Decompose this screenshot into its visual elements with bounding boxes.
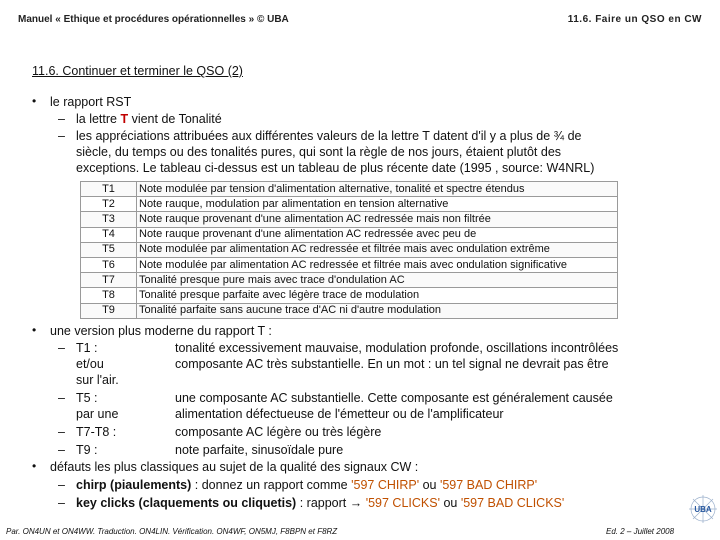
t1-desc-1: tonalité excessivement mauvaise, modulation profonde, oscillations incontrôlées bbox=[175, 341, 619, 355]
t7-t8-label: T7-T8 : bbox=[76, 425, 117, 439]
t1-label-cont2: sur l'air. bbox=[76, 373, 119, 387]
dash: – bbox=[58, 443, 65, 457]
dash: – bbox=[58, 129, 65, 143]
t5-label: T5 : bbox=[76, 391, 98, 405]
tone-table-row bbox=[81, 242, 618, 257]
footer-credits: Par. ON4UN et ON4WW. Traduction. ON4LIN. Vérification. ON4WF, ON5MJ, F8BPN et F8RZ bbox=[6, 527, 338, 536]
tone-table-row bbox=[81, 212, 618, 227]
tone-description-cell: Note rauque provenant d'une alimentation AC redressée avec peu de bbox=[137, 227, 618, 242]
t-letter-line: la lettre T vient de Tonalité bbox=[76, 112, 222, 126]
tone-table-row bbox=[81, 182, 618, 197]
tone-table-row bbox=[81, 273, 618, 288]
dash: – bbox=[58, 391, 65, 405]
t7-t8-desc: composante AC légère ou très légère bbox=[175, 425, 382, 439]
t9-label: T9 : bbox=[76, 443, 98, 457]
rst-heading: le rapport RST bbox=[50, 95, 132, 109]
tone-table-row bbox=[81, 257, 618, 272]
appreciations-line-2: siècle, du temps ou des tonalités pures, qui sont la règle de nos jours, étaient plutôt des bbox=[76, 145, 562, 159]
dash: – bbox=[58, 496, 65, 510]
tone-code-cell: T5 bbox=[81, 242, 137, 257]
uba-logo-icon bbox=[688, 494, 718, 524]
tone-table bbox=[80, 181, 618, 319]
tone-table-row bbox=[81, 197, 618, 212]
footer-edition: Ed. 2 – Juillet 2008 bbox=[606, 527, 675, 536]
tone-table-row bbox=[81, 303, 618, 318]
header-left-title: Manuel « Ethique et procédures opérationnelles » © UBA bbox=[18, 14, 289, 25]
dash: – bbox=[58, 112, 65, 126]
key-clicks-line: key clicks (claquements ou cliquetis) : rapport → '597 CLICKS' ou '597 BAD CLICKS' bbox=[76, 496, 565, 510]
tone-description-cell: Note modulée par alimentation AC redressée et filtrée mais avec ondulation significative bbox=[137, 257, 618, 272]
tone-table-row bbox=[81, 288, 618, 303]
appreciations-line-1: les appréciations attribuées aux différentes valeurs de la lettre T datent d'il y a plus de ¾ de bbox=[76, 129, 582, 143]
tone-description-cell: Note rauque, modulation par alimentation en tension alternative bbox=[137, 197, 618, 212]
dash: – bbox=[58, 478, 65, 492]
tone-code-cell: T1 bbox=[81, 182, 137, 197]
header-right-title: 11.6. Faire un QSO en CW bbox=[567, 14, 702, 25]
t1-label-cont: et/ou bbox=[76, 357, 104, 371]
tone-code-cell: T6 bbox=[81, 257, 137, 272]
slide-title: 11.6. Continuer et terminer le QSO (2) bbox=[32, 64, 243, 78]
tone-code-cell: T9 bbox=[81, 303, 137, 318]
arrow-icon: → bbox=[349, 496, 363, 510]
tone-code-cell: T7 bbox=[81, 273, 137, 288]
bullet-dot: • bbox=[32, 94, 37, 108]
tone-table-row bbox=[81, 227, 618, 242]
tone-description-cell: Tonalité presque pure mais avec trace d'ondulation AC bbox=[137, 273, 618, 288]
tone-description-cell: Note modulée par alimentation AC redressée et filtrée mais avec ondulation extrême bbox=[137, 242, 618, 257]
dash: – bbox=[58, 341, 65, 355]
tone-code-cell: T4 bbox=[81, 227, 137, 242]
tone-description-cell: Tonalité presque parfaite avec légère trace de modulation bbox=[137, 288, 618, 303]
tone-code-cell: T8 bbox=[81, 288, 137, 303]
modern-version-heading: une version plus moderne du rapport T : bbox=[50, 324, 272, 338]
t5-desc-1: une composante AC substantielle. Cette composante est généralement causée bbox=[175, 391, 613, 405]
appreciations-line-3: exceptions. Le tableau ci-dessus est un tableau de plus récente date (1995 , source: W4NRL) bbox=[76, 161, 595, 175]
tone-description-cell: Note modulée par tension d'alimentation alternative, tonalité et spectre étendus bbox=[137, 182, 618, 197]
tone-description-cell: Note rauque provenant d'une alimentation AC redressée mais non filtrée bbox=[137, 212, 618, 227]
dash: – bbox=[58, 425, 65, 439]
chirp-line: chirp (piaulements) : donnez un rapport comme '597 CHIRP' ou '597 BAD CHIRP' bbox=[76, 478, 538, 492]
t1-label: T1 : bbox=[76, 341, 98, 355]
bullet-dot: • bbox=[32, 323, 37, 337]
bullet-dot: • bbox=[32, 459, 37, 473]
t9-desc: note parfaite, sinusoïdale pure bbox=[175, 443, 344, 457]
logo-text: UBA bbox=[694, 505, 712, 514]
tone-code-cell: T3 bbox=[81, 212, 137, 227]
t5-desc-2: alimentation défectueuse de l'émetteur ou de l'amplificateur bbox=[175, 407, 504, 421]
t1-desc-2: composante AC très substantielle. En un mot : un tel signal ne devrait pas être bbox=[175, 357, 609, 371]
tone-code-cell: T2 bbox=[81, 197, 137, 212]
t5-label-cont: par une bbox=[76, 407, 119, 421]
t-letter: T bbox=[120, 112, 129, 126]
defects-heading: défauts les plus classiques au sujet de la qualité des signaux CW : bbox=[50, 460, 419, 474]
tone-description-cell: Tonalité parfaite sans aucune trace d'AC ni d'autre modulation bbox=[137, 303, 618, 318]
